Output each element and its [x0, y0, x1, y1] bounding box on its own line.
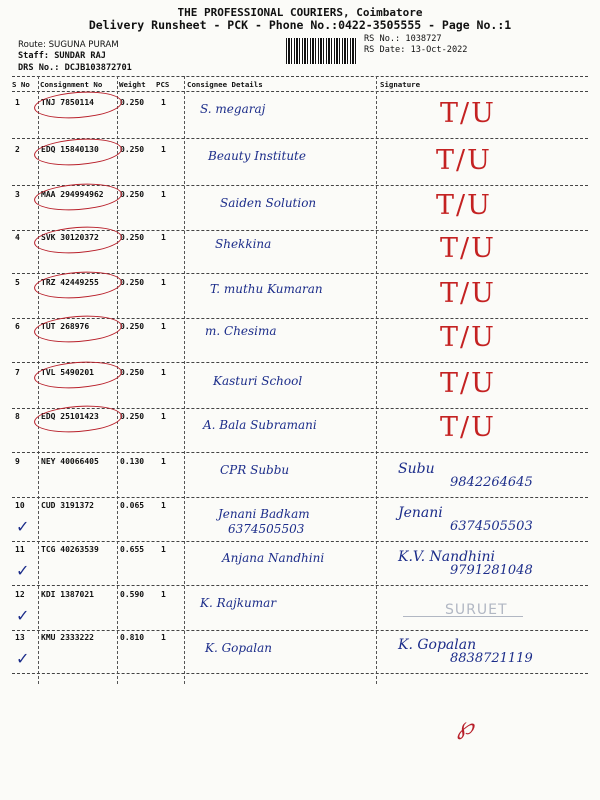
check-mark-icon: ✓ — [16, 606, 30, 625]
row-sno: 4 — [15, 233, 20, 242]
row-consignee: T. muthu Kumaran — [210, 282, 323, 296]
row-pcs: 1 — [161, 322, 166, 331]
consignment-circle — [33, 359, 123, 391]
row-weight: 0.250 — [120, 233, 145, 242]
row-signature: T/U — [436, 190, 492, 221]
row-consignee: m. Chesima — [205, 324, 277, 338]
row-signature: T/U — [440, 322, 496, 353]
consignment-circle — [33, 136, 123, 168]
row-weight: 0.250 — [120, 412, 145, 421]
row-consignment-no: TUT 268976 — [41, 322, 90, 331]
col-header-sno: S No — [12, 80, 30, 89]
check-mark-icon: ✓ — [16, 649, 30, 668]
row-divider — [12, 497, 588, 498]
row-consignee: A. Bala Subramani — [203, 418, 317, 432]
row-signature-phone: 6374505503 — [450, 519, 533, 534]
row-consignee: CPR Subbu — [220, 463, 290, 477]
row-sno: 10 — [15, 501, 25, 510]
row-sno: 3 — [15, 190, 20, 199]
row-pcs: 1 — [161, 190, 166, 199]
row-consignee-phone: 6374505503 — [228, 522, 305, 536]
row-pcs: 1 — [161, 633, 166, 642]
row-divider — [12, 452, 588, 453]
row-signature: T/U — [440, 412, 496, 443]
row-consignment-no: TVL 5490201 — [41, 368, 94, 377]
row-pcs: 1 — [161, 501, 166, 510]
row-consignment-no: MAA 294994962 — [41, 190, 104, 199]
row-signature-phone: 9791281048 — [450, 563, 533, 578]
row-weight: 0.250 — [120, 278, 145, 287]
courier-stamp: SURUET — [395, 600, 535, 636]
col-header-consignment: Consignment No — [40, 80, 103, 89]
row-consignment-no: CUD 3191372 — [41, 501, 94, 510]
row-sno: 13 — [15, 633, 25, 642]
col-divider-4 — [376, 76, 377, 684]
row-pcs: 1 — [161, 233, 166, 242]
row-signature: T/U — [436, 145, 492, 176]
consignment-circle — [33, 89, 123, 121]
row-consignment-no: KMU 2333222 — [41, 633, 94, 642]
row-pcs: 1 — [161, 368, 166, 377]
row-sno: 5 — [15, 278, 20, 287]
row-signature-phone: 8838721119 — [450, 651, 533, 666]
row-sno: 8 — [15, 412, 20, 421]
row-weight: 0.065 — [120, 501, 145, 510]
row-consignment-no: TCG 40263539 — [41, 545, 99, 554]
rs-number: RS No.: 1038727 — [364, 34, 442, 44]
row-consignee: Kasturi School — [213, 374, 303, 388]
row-signature: T/U — [440, 98, 496, 129]
row-pcs: 1 — [161, 590, 166, 599]
row-pcs: 1 — [161, 412, 166, 421]
row-consignee: Anjana Nandhini — [222, 551, 325, 565]
staff-label: Staff: SUNDAR RAJ — [18, 51, 106, 61]
runsheet-subtitle: Delivery Runsheet - PCK - Phone No.:0422-3505555 - Page No.:1 — [88, 18, 512, 32]
col-divider-3 — [184, 76, 185, 684]
row-consignee: Saiden Solution — [220, 196, 317, 210]
row-pcs: 1 — [161, 145, 166, 154]
row-consignment-no: TNJ 7850114 — [41, 98, 94, 107]
row-pcs: 1 — [161, 457, 166, 466]
company-title: THE PROFESSIONAL COURIERS, Coimbatore — [177, 6, 423, 19]
row-signature: T/U — [440, 233, 496, 264]
row-consignment-no: EDQ 15840130 — [41, 145, 99, 154]
row-sno: 6 — [15, 322, 20, 331]
row-consignment-no: TRZ 42449255 — [41, 278, 99, 287]
row-divider — [12, 585, 588, 586]
row-consignment-no: KDI 1387021 — [41, 590, 94, 599]
row-consignment-no: NEY 40066405 — [41, 457, 99, 466]
row-signature: Subu — [398, 461, 435, 477]
row-weight: 0.250 — [120, 368, 145, 377]
row-consignee: Beauty Institute — [208, 149, 306, 163]
row-consignee: Jenani Badkam — [218, 507, 310, 521]
handwritten-initials: ℘ — [457, 712, 474, 740]
row-sno: 9 — [15, 457, 20, 466]
check-mark-icon: ✓ — [16, 517, 30, 536]
header-top-rule — [12, 76, 588, 77]
row-weight: 0.250 — [120, 145, 145, 154]
row-signature: K. Gopalan — [398, 637, 477, 653]
col-header-consignee: Consignee Details — [187, 80, 263, 89]
row-weight: 0.250 — [120, 190, 145, 199]
row-sno: 2 — [15, 145, 20, 154]
consignment-circle — [33, 224, 123, 256]
row-signature: T/U — [440, 278, 496, 309]
row-sno: 1 — [15, 98, 20, 107]
row-weight: 0.655 — [120, 545, 145, 554]
row-divider — [12, 541, 588, 542]
row-weight: 0.250 — [120, 322, 145, 331]
route-label: Route: SUGUNA PURAM — [18, 40, 119, 50]
col-divider-2 — [117, 76, 118, 684]
row-signature: K.V. Nandhini — [398, 549, 496, 565]
row-pcs: 1 — [161, 98, 166, 107]
row-consignment-no: EDQ 25101423 — [41, 412, 99, 421]
barcode — [286, 38, 358, 64]
rs-date: RS Date: 13-Oct-2022 — [364, 45, 468, 55]
row-pcs: 1 — [161, 545, 166, 554]
row-consignee: K. Gopalan — [205, 641, 272, 655]
row-weight: 0.810 — [120, 633, 145, 642]
row-consignee: K. Rajkumar — [200, 596, 277, 610]
row-weight: 0.130 — [120, 457, 145, 466]
row-signature-phone: 9842264645 — [450, 475, 533, 490]
row-consignee: Shekkina — [215, 237, 272, 251]
row-consignment-no: SVK 30120372 — [41, 233, 99, 242]
row-signature: T/U — [440, 368, 496, 399]
row-pcs: 1 — [161, 278, 166, 287]
col-header-weight: Weight — [119, 80, 146, 89]
row-sno: 11 — [15, 545, 25, 554]
row-consignee: S. megaraj — [200, 102, 266, 116]
row-sno: 7 — [15, 368, 20, 377]
row-signature: Jenani — [398, 505, 443, 521]
row-weight: 0.250 — [120, 98, 145, 107]
row-sno: 12 — [15, 590, 25, 599]
col-header-signature: Signature — [380, 80, 421, 89]
row-divider — [12, 673, 588, 674]
drs-number: DRS No.: DCJB103872701 — [18, 63, 132, 73]
col-header-pcs: PCS — [156, 80, 170, 89]
row-weight: 0.590 — [120, 590, 145, 599]
check-mark-icon: ✓ — [16, 561, 30, 580]
